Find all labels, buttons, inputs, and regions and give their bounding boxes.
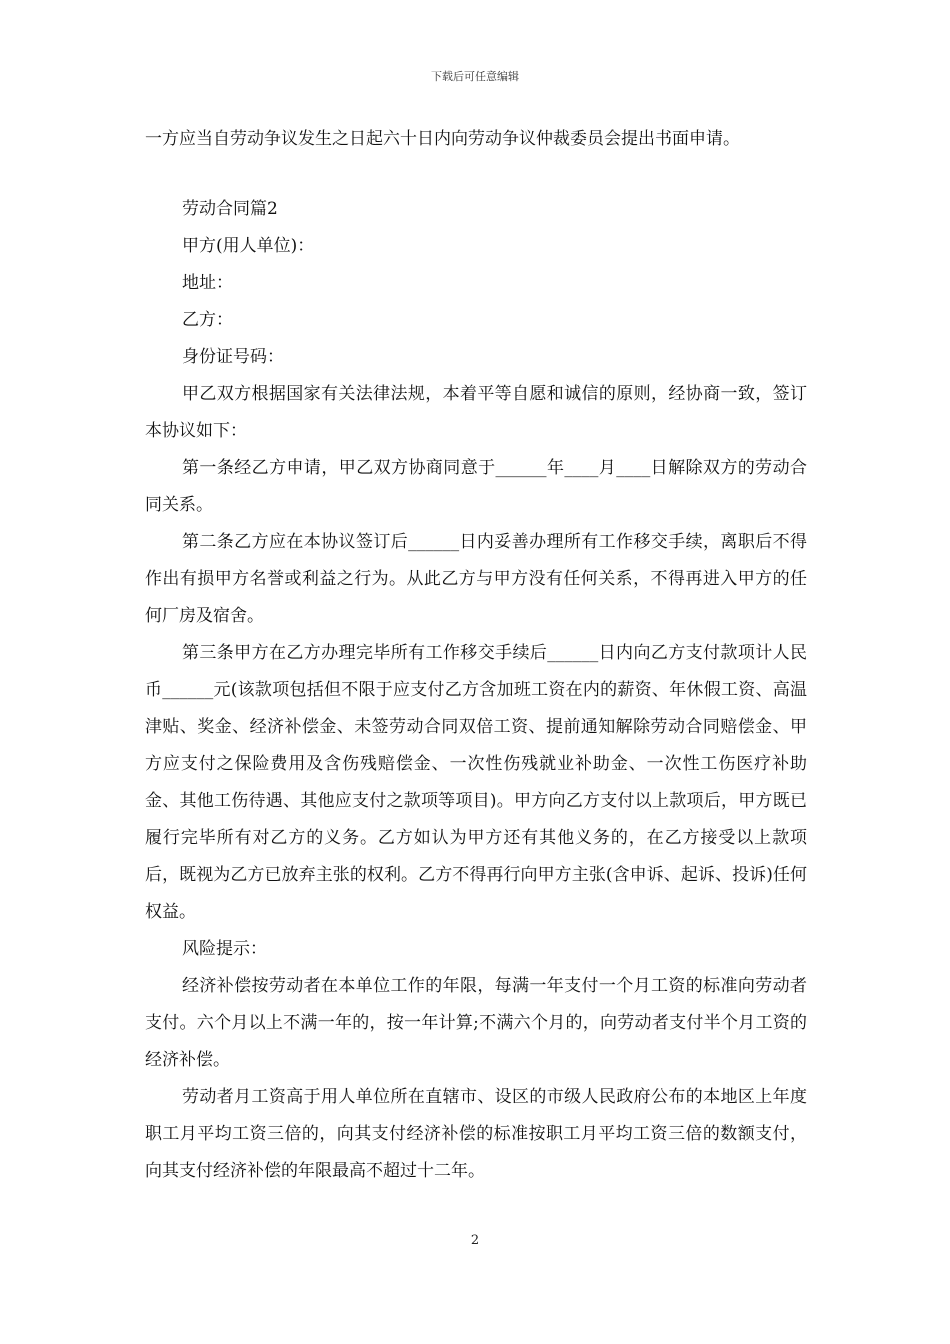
party-a-field: 甲方(用人单位)： [182, 236, 315, 256]
party-b-field: 乙方： [182, 310, 233, 330]
page-header: 下载后可任意编辑 [431, 70, 519, 83]
page-number: 2 [470, 1233, 480, 1248]
paragraph-gap [145, 158, 807, 191]
section-title: 劳动合同篇2 [182, 199, 278, 219]
article-2-paragraph: 第二条乙方应在本协议签订后______日内妥善办理所有工作移交手续，离职后不得作出有损甲方名誉或利益之行为。从此乙方与甲方没有任何关系，不得再进入甲方的任何厂房及宿舍。 [145, 532, 807, 626]
paragraph-continuation: 一方应当自劳动争议发生之日起六十日内向劳动争议仲裁委员会提出书面申请。 [145, 129, 740, 149]
risk-notice-paragraph-2: 劳动者月工资高于用人单位所在直辖市、设区的市级人民政府公布的本地区上年度职工月平均工资三倍的，向其支付经济补偿的标准按职工月平均工资三倍的数额支付，向其支付经济补偿的年限最高不超过十二年。 [145, 1087, 807, 1181]
id-number-field: 身份证号码： [182, 347, 284, 367]
article-1-paragraph: 第一条经乙方申请，甲乙双方协商同意于______年____月____日解除双方的劳动合同关系。 [145, 458, 807, 515]
document-body [145, 121, 807, 1190]
risk-notice-heading: 风险提示： [182, 939, 267, 959]
article-3-paragraph: 第三条甲方在乙方办理完毕所有工作移交手续后______日内向乙方支付款项计人民币______元(该款项包括但不限于应支付乙方含加班工资在内的薪资、年休假工资、高温津贴、奖金、经济补偿金、未签劳动合同双倍工资、提前通知解除劳动合同赔偿金、甲方应支付之保险费用及含伤残赔偿金、一次性伤残就业补助金、一次性工伤医疗补助金、其他工伤待遇、其他应支付之款项等项目)。甲方向乙方支付以上款项后，甲方既已履行完毕所有对乙方的义务。乙方如认为甲方还有其他义务的，在乙方接受以上款项后，既视为乙方已放弃主张的权利。乙方不得再行向甲方主张(含申诉、起诉、投诉)任何权益。 [145, 643, 807, 922]
risk-notice-paragraph-1: 经济补偿按劳动者在本单位工作的年限，每满一年支付一个月工资的标准向劳动者支付。六个月以上不满一年的，按一年计算;不满六个月的，向劳动者支付半个月工资的经济补偿。 [145, 976, 807, 1070]
address-field: 地址： [182, 273, 233, 293]
preamble-paragraph: 甲乙双方根据国家有关法律法规，本着平等自愿和诚信的原则，经协商一致，签订本协议如下： [145, 384, 807, 441]
